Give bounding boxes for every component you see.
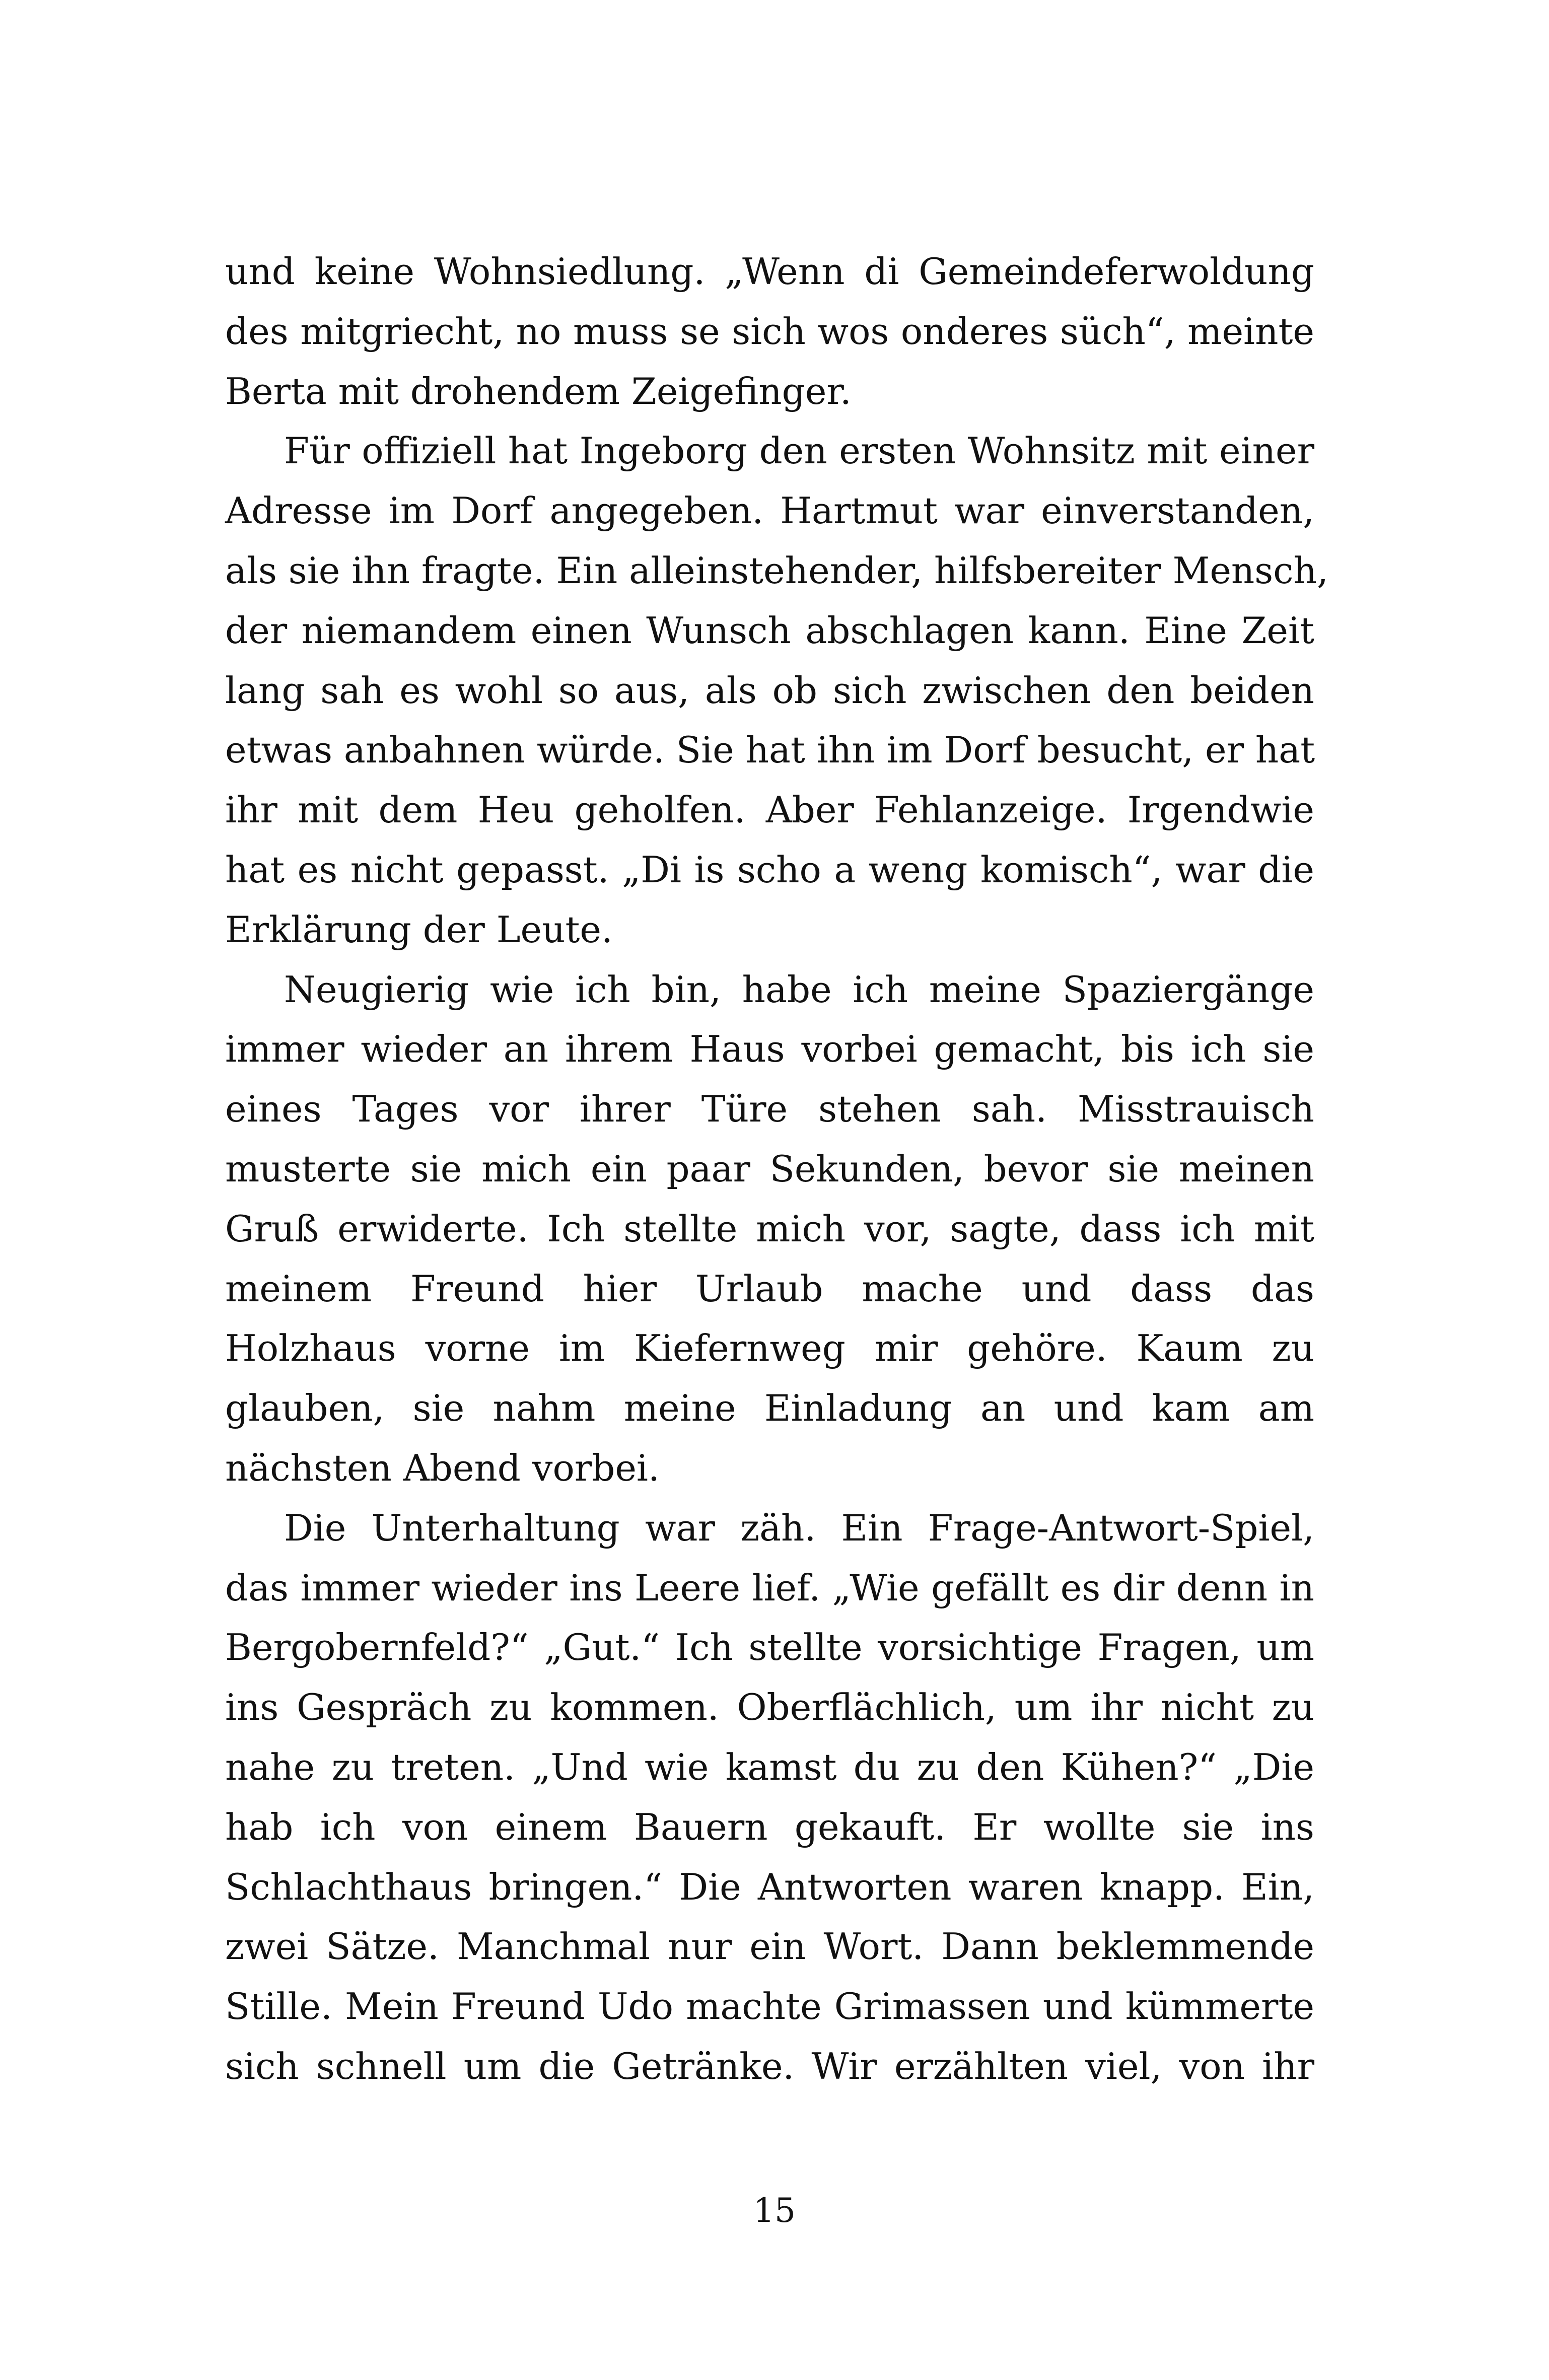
text-line: musterte sie mich ein paar Sekunden, bevor sie meinen — [225, 1147, 1314, 1190]
text-line: ihr mit dem Heu geholfen. Aber Fehlanzeige. Irgendwie — [225, 789, 1314, 831]
text-line: Bergobernfeld?“ „Gut.“ Ich stellte vorsichtige Fragen, um — [225, 1626, 1314, 1669]
text-line: Adresse im Dorf angegeben. Hartmut war einverstanden, — [225, 489, 1314, 532]
text-line: lang sah es wohl so aus, als ob sich zwischen den beiden — [225, 669, 1314, 712]
body-text — [225, 242, 1328, 2096]
text-line: Die Unterhaltung war zäh. Ein Frage-Antwort-Spiel, — [284, 1506, 1314, 1549]
text-line: Stille. Mein Freund Udo machte Grimassen und kümmerte — [225, 1985, 1314, 2028]
text-line: Neugierig wie ich bin, habe ich meine Spaziergänge — [284, 968, 1314, 1011]
text-line: glauben, sie nahm meine Einladung an und kam am — [225, 1387, 1314, 1430]
text-line: meinem Freund hier Urlaub mache und dass das — [225, 1267, 1314, 1310]
text-line: eines Tages vor ihrer Türe stehen sah. Misstrauisch — [225, 1088, 1314, 1131]
text-line: als sie ihn fragte. Ein alleinstehender, hilfsbereiter Mensch, — [225, 549, 1328, 592]
text-line: Berta mit drohendem Zeigefinger. — [225, 370, 852, 412]
text-line: Schlachthaus bringen.“ Die Antworten waren knapp. Ein, — [225, 1865, 1314, 1908]
text-line: hab ich von einem Bauern gekauft. Er wollte sie ins — [225, 1805, 1314, 1848]
text-line: etwas anbahnen würde. Sie hat ihn im Dorf besucht, er hat — [225, 729, 1315, 772]
text-line: Erklärung der Leute. — [225, 908, 613, 951]
text-line: das immer wieder ins Leere lief. „Wie gefällt es dir denn in — [225, 1566, 1314, 1609]
text-line: nächsten Abend vorbei. — [225, 1446, 660, 1489]
page-number: 15 — [753, 2191, 796, 2230]
text-line: hat es nicht gepasst. „Di is scho a weng komisch“, war die — [225, 848, 1314, 891]
text-line: Gruß erwiderte. Ich stellte mich vor, sagte, dass ich mit — [225, 1207, 1314, 1250]
text-line: des mitgriecht, no muss se sich wos onderes süch“, meinte — [225, 310, 1314, 353]
text-line: nahe zu treten. „Und wie kamst du zu den Kühen?“ „Die — [225, 1745, 1314, 1788]
text-line: Holzhaus vorne im Kiefernweg mir gehöre. Kaum zu — [225, 1327, 1314, 1370]
text-line: Für offiziell hat Ingeborg den ersten Wohnsitz mit einer — [284, 430, 1314, 472]
text-line: immer wieder an ihrem Haus vorbei gemacht, bis ich sie — [225, 1028, 1314, 1071]
text-line: sich schnell um die Getränke. Wir erzählten viel, von ihr — [225, 2045, 1314, 2087]
text-line: der niemandem einen Wunsch abschlagen kann. Eine Zeit — [225, 609, 1314, 652]
text-line: zwei Sätze. Manchmal nur ein Wort. Dann beklemmende — [225, 1925, 1314, 1968]
text-line: ins Gespräch zu kommen. Oberflächlich, um ihr nicht zu — [225, 1686, 1314, 1729]
text-line: und keine Wohnsiedlung. „Wenn di Gemeindeferwoldung — [225, 250, 1314, 293]
